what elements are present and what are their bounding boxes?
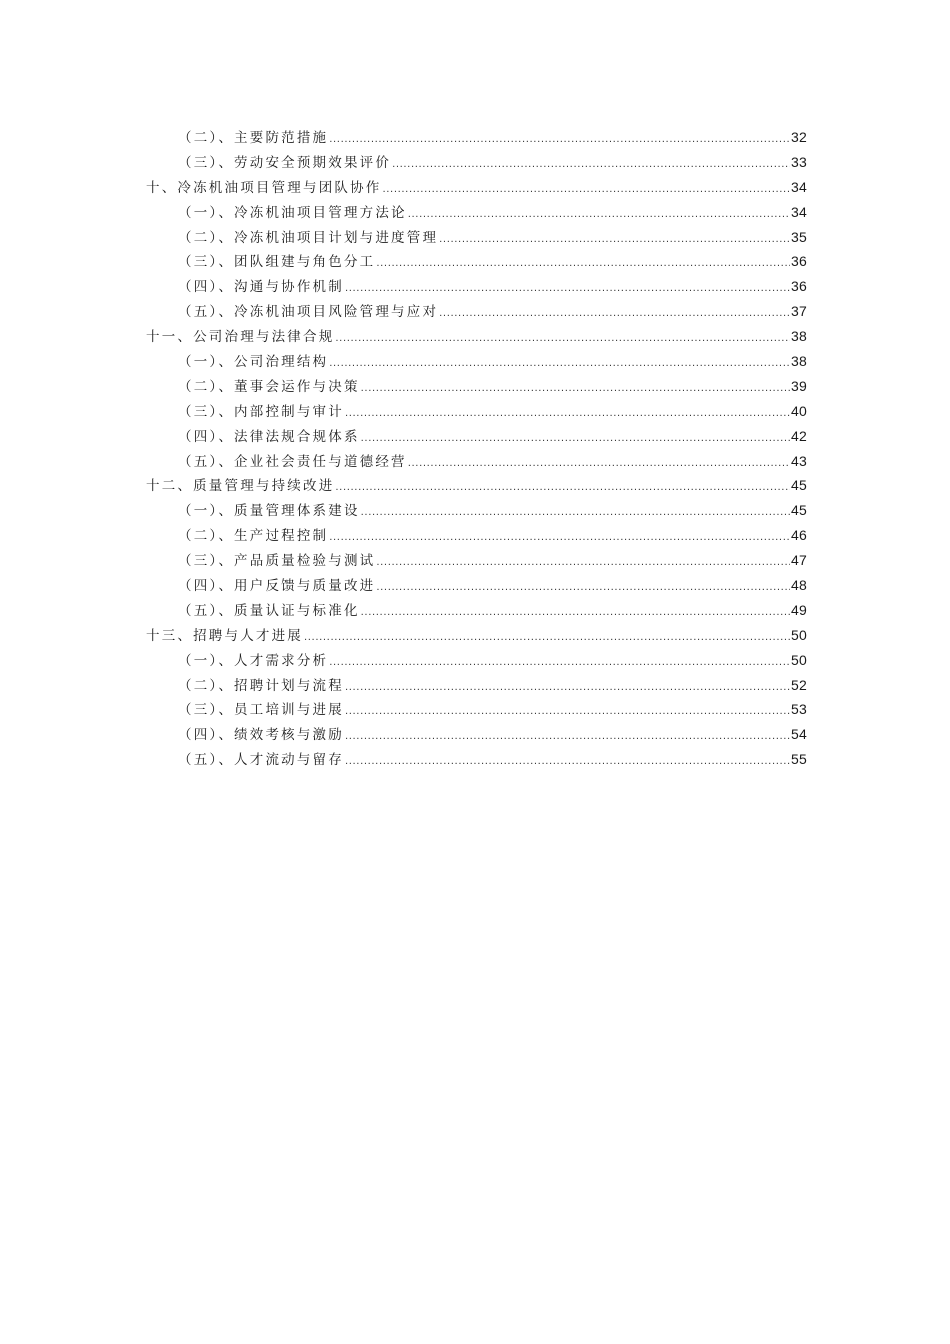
toc-entry-title: （二）、招聘计划与流程 <box>178 677 344 694</box>
toc-entry-title: （二）、生产过程控制 <box>178 528 329 545</box>
toc-section-entry[interactable] <box>146 150 807 175</box>
toc-entry-title: 十、冷冻机油项目管理与团队协作 <box>146 179 382 196</box>
toc-page-number: 47 <box>791 552 807 569</box>
toc-dot-leader <box>408 452 790 477</box>
toc-entry-title: （三）、员工培训与进展 <box>178 702 344 719</box>
toc-section-entry[interactable] <box>146 225 807 250</box>
toc-section-entry[interactable] <box>146 548 807 573</box>
toc-section-entry[interactable] <box>146 598 807 623</box>
toc-dot-leader <box>408 203 790 228</box>
toc-entry-title: （三）、内部控制与审计 <box>178 403 344 420</box>
toc-entry-title: （三）、产品质量检验与测试 <box>178 553 376 570</box>
toc-page-number: 50 <box>791 651 807 668</box>
toc-dot-leader <box>345 277 790 302</box>
toc-page-number: 50 <box>791 626 807 643</box>
toc-page-number: 46 <box>791 527 807 544</box>
toc-entry-title: （一）、质量管理体系建设 <box>178 503 360 520</box>
toc-entry-title: （四）、法律法规合规体系 <box>178 428 360 445</box>
toc-dot-leader <box>383 178 791 203</box>
toc-entry-title: 十二、质量管理与持续改进 <box>146 478 335 495</box>
toc-entry-title: 十三、招聘与人才进展 <box>146 627 303 644</box>
toc-page-number: 54 <box>791 726 807 743</box>
toc-section-entry[interactable] <box>146 249 807 274</box>
toc-dot-leader <box>439 302 790 327</box>
toc-page-number: 32 <box>791 129 807 145</box>
toc-entry-title: （五）、人才流动与留存 <box>178 752 344 769</box>
toc-dot-leader <box>304 626 790 651</box>
toc-chapter-entry[interactable] <box>146 623 807 648</box>
toc-dot-leader <box>392 153 790 178</box>
toc-dot-leader <box>345 750 790 775</box>
toc-entry-title: （五）、质量认证与标准化 <box>178 602 360 619</box>
toc-page-number: 36 <box>791 278 807 295</box>
toc-section-entry[interactable] <box>146 349 807 374</box>
toc-section-entry[interactable] <box>146 274 807 299</box>
toc-section-entry[interactable] <box>146 125 807 150</box>
toc-chapter-entry[interactable] <box>146 324 807 349</box>
toc-page-number: 40 <box>791 402 807 419</box>
toc-dot-leader <box>376 551 790 576</box>
toc-page-number: 45 <box>791 477 807 494</box>
toc-dot-leader <box>329 651 790 676</box>
toc-section-entry[interactable] <box>146 673 807 698</box>
toc-page-number: 43 <box>791 452 807 469</box>
toc-dot-leader <box>345 402 790 427</box>
toc-section-entry[interactable] <box>146 449 807 474</box>
toc-dot-leader <box>335 327 790 352</box>
toc-section-entry[interactable] <box>146 299 807 324</box>
toc-dot-leader <box>335 476 790 501</box>
toc-section-entry[interactable] <box>146 498 807 523</box>
toc-dot-leader <box>345 725 790 750</box>
toc-page-number: 37 <box>791 303 807 320</box>
toc-entry-title: （五）、企业社会责任与道德经营 <box>178 453 407 470</box>
toc-dot-leader <box>345 676 790 701</box>
toc-page-number: 34 <box>791 178 807 195</box>
toc-dot-leader <box>376 252 790 277</box>
toc-entry-title: （一）、公司治理结构 <box>178 354 329 371</box>
toc-dot-leader <box>345 700 790 725</box>
toc-page-number: 49 <box>791 601 807 618</box>
toc-page-number: 33 <box>791 153 807 170</box>
toc-section-entry[interactable] <box>146 697 807 722</box>
toc-dot-leader <box>439 228 790 253</box>
toc-entry-title: （四）、绩效考核与激励 <box>178 727 344 744</box>
toc-dot-leader <box>329 526 790 551</box>
toc-chapter-entry[interactable] <box>146 175 807 200</box>
toc-section-entry[interactable] <box>146 648 807 673</box>
toc-entry-title: （二）、主要防范措施 <box>178 130 329 146</box>
toc-page-number: 53 <box>791 701 807 718</box>
toc-entry-title: （二）、冷冻机油项目计划与进度管理 <box>178 229 439 246</box>
toc-dot-leader <box>361 427 790 452</box>
toc-entry-title: （三）、团队组建与角色分工 <box>178 254 376 271</box>
table-of-contents <box>146 125 807 772</box>
toc-entry-title: （一）、人才需求分析 <box>178 652 329 669</box>
toc-page-number: 48 <box>791 577 807 594</box>
toc-entry-title: （一）、冷冻机油项目管理方法论 <box>178 204 407 221</box>
toc-section-entry[interactable] <box>146 200 807 225</box>
toc-dot-leader <box>376 576 790 601</box>
toc-page-number: 55 <box>791 751 807 768</box>
toc-page-number: 38 <box>791 353 807 370</box>
toc-page-number: 34 <box>791 203 807 220</box>
toc-entry-title: （五）、冷冻机油项目风险管理与应对 <box>178 304 439 321</box>
toc-entry-title: 十一、公司治理与法律合规 <box>146 329 335 346</box>
toc-page-number: 45 <box>791 502 807 519</box>
toc-entry-title: （二）、董事会运作与决策 <box>178 378 360 395</box>
toc-entry-title: （四）、沟通与协作机制 <box>178 279 344 296</box>
toc-entry-title: （三）、劳动安全预期效果评价 <box>178 154 392 171</box>
toc-dot-leader <box>361 601 790 626</box>
toc-page-number: 39 <box>791 377 807 394</box>
toc-page-number: 35 <box>791 228 807 245</box>
toc-chapter-entry[interactable] <box>146 473 807 498</box>
toc-dot-leader <box>361 501 790 526</box>
toc-section-entry[interactable] <box>146 573 807 598</box>
toc-page-number: 38 <box>791 328 807 345</box>
toc-page-number: 36 <box>791 253 807 270</box>
toc-dot-leader <box>329 128 790 153</box>
toc-section-entry[interactable] <box>146 399 807 424</box>
toc-page-number: 42 <box>791 427 807 444</box>
toc-section-entry[interactable] <box>146 747 807 772</box>
toc-page-number: 52 <box>791 676 807 693</box>
toc-section-entry[interactable] <box>146 424 807 449</box>
toc-section-entry[interactable] <box>146 523 807 548</box>
toc-dot-leader <box>329 352 790 377</box>
toc-entry-title: （四）、用户反馈与质量改进 <box>178 578 376 595</box>
toc-section-entry[interactable] <box>146 374 807 399</box>
toc-section-entry[interactable] <box>146 722 807 747</box>
toc-dot-leader <box>361 377 790 402</box>
